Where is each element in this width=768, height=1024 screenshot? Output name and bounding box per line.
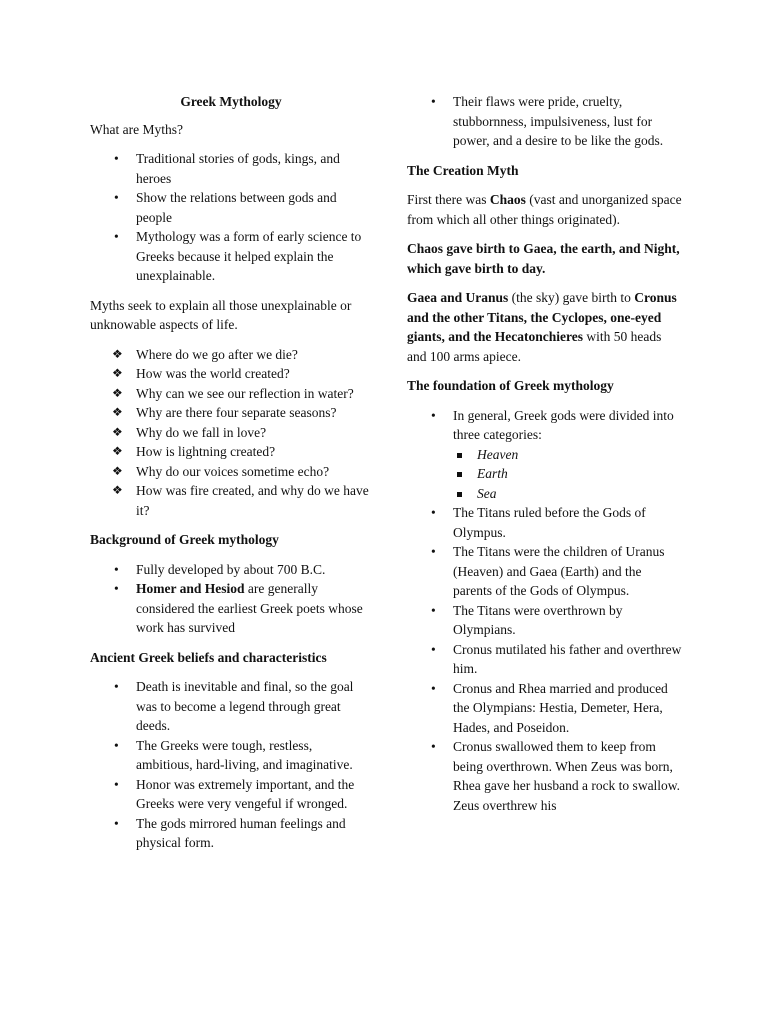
categories-list (453, 445, 683, 504)
list-item: ❖ How is lightning created? (90, 442, 372, 462)
diamond-bullet-icon: ❖ (112, 366, 123, 380)
list-item: • Death is inevitable and final, so the goal was to become a legend through great deeds. (90, 677, 372, 736)
list-item: • In general, Greek gods were divided into three categories: Heaven Earth Sea (407, 406, 683, 504)
category-item: Heaven (453, 445, 683, 465)
left-column (90, 92, 372, 863)
questions-list (90, 345, 372, 521)
list-item: • The gods mirrored human feelings and physical form. (90, 814, 372, 853)
list-item: • Show the relations between gods and people (90, 188, 372, 227)
list-item: ❖ Where do we go after we die? (90, 345, 372, 365)
background-heading: Background of Greek mythology (90, 532, 279, 547)
diamond-bullet-icon: ❖ (112, 463, 123, 478)
list-item: • Traditional stories of gods, kings, and heroes (90, 149, 372, 188)
list-item: • The Titans ruled before the Gods of Olympus. (407, 503, 683, 542)
list-item: • Cronus swallowed them to keep from being overthrown. When Zeus was born, Rhea gave her husband a rock to swallow. Zeus overthrew his (407, 737, 683, 815)
diamond-bullet-icon: ❖ (112, 483, 123, 497)
right-column (407, 92, 683, 825)
beliefs-list-continued (407, 92, 683, 151)
diamond-bullet-icon: ❖ (112, 346, 123, 361)
list-item: • Homer and Hesiod are generally considered the earliest Greek poets whose work has survived (90, 579, 372, 638)
diamond-bullet-icon: ❖ (112, 385, 123, 400)
diamond-bullet-icon: ❖ (112, 405, 123, 419)
category-item: Sea (453, 484, 683, 504)
list-item: ❖ Why do our voices sometime echo? (90, 462, 372, 482)
myths-seek-paragraph: Myths seek to explain all those unexplainable or unknowable aspects of life. (90, 297, 352, 332)
page-title: Greek Mythology (180, 94, 282, 109)
list-item: • The Greeks were tough, restless, ambitious, hard-living, and imaginative. (90, 736, 372, 775)
list-item: • Mythology was a form of early science to Greeks because it helped explain the unexplainable. (90, 227, 372, 286)
list-item: • The Titans were overthrown by Olympians. (407, 601, 683, 640)
creation-paragraph-2: Chaos gave birth to Gaea, the earth, and Night, which gave birth to day. (407, 241, 680, 276)
category-item: Earth (453, 464, 683, 484)
myth-points-list (90, 149, 372, 286)
list-item: • The Titans were the children of Uranus (Heaven) and Gaea (Earth) and the parents of the Gods of Olympus. (407, 542, 683, 601)
diamond-bullet-icon: ❖ (112, 444, 123, 458)
creation-paragraph-3: Gaea and Uranus (the sky) gave birth to Cronus and the other Titans, the Cyclopes, one-eyed giants, and the Hecatonchieres with 50 heads and 100 arms apiece. (407, 290, 677, 364)
list-item: • Cronus and Rhea married and produced the Olympians: Hestia, Demeter, Hera, Hades, and Poseidon. (407, 679, 683, 738)
list-item: ❖ Why are there four separate seasons? (90, 403, 372, 423)
background-list (90, 560, 372, 638)
list-item: • Fully developed by about 700 B.C. (90, 560, 372, 580)
list-item: ❖ How was the world created? (90, 364, 372, 384)
list-item: • Cronus mutilated his father and overthrew him. (407, 640, 683, 679)
foundation-heading: The foundation of Greek mythology (407, 378, 614, 393)
beliefs-heading: Ancient Greek beliefs and characteristics (90, 649, 327, 665)
foundation-list (407, 406, 683, 816)
what-are-myths: What are Myths? (90, 121, 183, 137)
list-item: ❖ Why can we see our reflection in water? (90, 384, 372, 404)
list-item: • Their flaws were pride, cruelty, stubbornness, impulsiveness, lust for power, and a desire to be like the gods. (407, 92, 683, 151)
list-item: ❖ Why do we fall in love? (90, 423, 372, 443)
list-item: • Honor was extremely important, and the Greeks were very vengeful if wronged. (90, 775, 372, 814)
beliefs-list (90, 677, 372, 853)
creation-heading: The Creation Myth (407, 162, 519, 178)
list-item: ❖ How was fire created, and why do we have it? (112, 483, 369, 518)
creation-paragraph-1: First there was Chaos (vast and unorganized space from which all other things originated). (407, 192, 682, 227)
diamond-bullet-icon: ❖ (112, 424, 123, 439)
